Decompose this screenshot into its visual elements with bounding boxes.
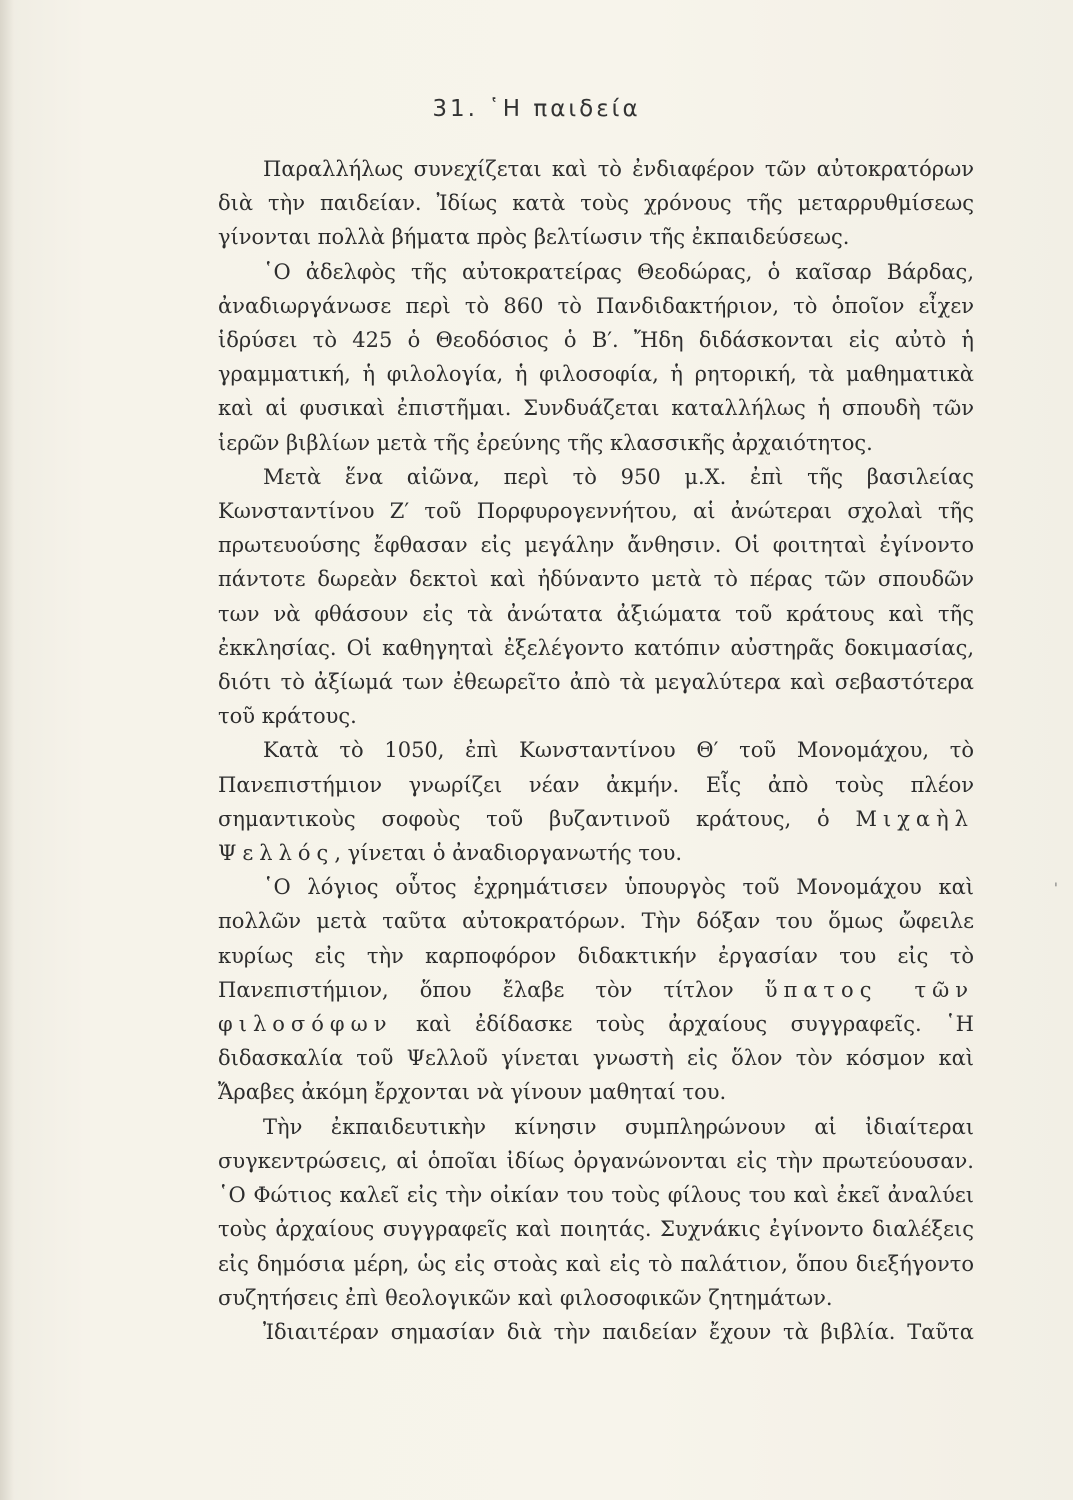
paragraph-6: Τὴν ἐκπαιδευτικὴν κίνησιν συμπληρώνουν αἱ ἰδιαίτεραι συγκεντρώσεις, αἱ ὁποῖαι ἰδίως ὀργανώνονται εἰς τὴν πρωτεύουσαν. ῾Ο Φώτιος καλεῖ εἰς τὴν οἰκίαν του τοὺς φίλους του καὶ ἐκεῖ ἀναλύει τοὺς ἀρχαίους συγγραφεῖς καὶ ποιητάς. Συχνάκις ἐγίνοντο διαλέξεις εἰς δημόσια μέρη, ὡς εἰς στοὰς καὶ εἰς τὸ παλάτιον, ὅπου διεξήγοντο συζητήσεις ἐπὶ θεολογικῶν καὶ φιλοσοφικῶν ζητημάτων. [218,1114,974,1310]
name-psellos-spaced: Μιχαὴλ Ψελλός [218,806,974,866]
paragraph-4-text-after: , γίνεται ὁ ἀναδιοργανωτής του. [334,841,683,866]
paragraph-4 [218,733,974,870]
margin-mark: ' [1054,881,1058,897]
body-text [218,152,974,1349]
title-hypatos-spaced: ὕπατος τῶν φιλοσόφων [218,977,974,1037]
binding-shadow [0,0,14,1500]
paragraph-1: Παραλλήλως συνεχίζεται καὶ τὸ ἐνδιαφέρον τῶν αὐτοκρατόρων διὰ τὴν παιδείαν. Ἰδίως κατὰ τοὺς χρόνους τῆς μεταρρυθμίσεως γίνονται πολλὰ βήματα πρὸς βελτίωσιν τῆς ἐκπαιδεύσεως. [218,157,974,250]
paragraph-5-text-before: ῾Ο λόγιος οὗτος ἐχρημάτισεν ὑπουργὸς τοῦ Μονομάχου καὶ πολλῶν μετὰ ταῦτα αὐτοκρατόρων. Τὴν δόξαν του ὅμως ὤφειλε κυρίως εἰς τὴν καρποφόρον διδακτικήν ἐργασίαν του εἰς τὸ Πανεπιστήμιον, ὅπου ἔλαβε τὸν τίτλον [218,875,974,1002]
paragraph-3: Μετὰ ἕνα αἰῶνα, περὶ τὸ 950 μ.Χ. ἐπὶ τῆς βασιλείας Κωνσταντίνου Ζ′ τοῦ Πορφυρογεννήτου, αἱ ἀνώτεραι σχολαὶ τῆς πρωτευούσης ἔφθασαν εἰς μεγάλην ἄνθησιν. Οἱ φοιτηταὶ ἐγίνοντο πάντοτε δωρεὰν δεκτοὶ καὶ ἠδύναντο μετὰ τὸ πέρας τῶν σπουδῶν των νὰ φθάσουν εἰς τὰ ἀνώτατα ἀξιώματα τοῦ κράτους καὶ τῆς ἐκκλησίας. Οἱ καθηγηταὶ ἐξελέγοντο κατόπιν αὐστηρᾶς δοκιμασίας, διότι τὸ ἀξίωμά των ἐθεωρεῖτο ἀπὸ τὰ μεγαλύτερα καὶ σεβαστότερα τοῦ κράτους. [218,464,974,729]
paragraph-2: ῾Ο ἀδελφὸς τῆς αὐτοκρατείρας Θεοδώρας, ὁ καῖσαρ Βάρδας, ἀναδιωργάνωσε περὶ τὸ 860 τὸ Πανδιδακτήριον, τὸ ὁποῖον εἶχεν ἱδρύσει τὸ 425 ὁ Θεοδόσιος ὁ Β′. Ἤδη διδάσκονται εἰς αὐτὸ ἡ γραμματική, ἡ φιλολογία, ἡ φιλοσοφία, ἡ ρητορική, τὰ μαθηματικὰ καὶ αἱ φυσικαὶ ἐπιστῆμαι. Συνδυάζεται καταλλήλως ἡ σπουδὴ τῶν ἱερῶν βιβλίων μετὰ τῆς ἐρεύνης τῆς κλασσικῆς ἀρχαιότητος. [218,259,974,455]
paragraph-4-text-before: Κατὰ τὸ 1050, ἐπὶ Κωνσταντίνου Θ′ τοῦ Μονομάχου, τὸ Πανεπιστήμιον γνωρίζει νέαν ἀκμήν. Εἷς ἀπὸ τοὺς πλέον σημαντικοὺς σοφοὺς τοῦ βυζαντινοῦ κράτους, ὁ [218,738,974,831]
paragraph-5 [218,870,974,1109]
section-heading: 31. ῾Η παιδεία [432,96,641,122]
paragraph-5-text-after: καὶ ἐδίδασκε τοὺς ἀρχαίους συγγραφεῖς. ῾Η διδασκαλία τοῦ Ψελλοῦ γίνεται γνωστὴ εἰς ὅλον τὸν κόσμον καὶ Ἄραβες ἀκόμη ἔρχονται νὰ γίνουν μαθηταί του. [218,1012,974,1105]
paragraph-7: Ἰδιαιτέραν σημασίαν διὰ τὴν παιδείαν ἔχουν τὰ βιβλία. Ταῦτα [263,1319,974,1344]
